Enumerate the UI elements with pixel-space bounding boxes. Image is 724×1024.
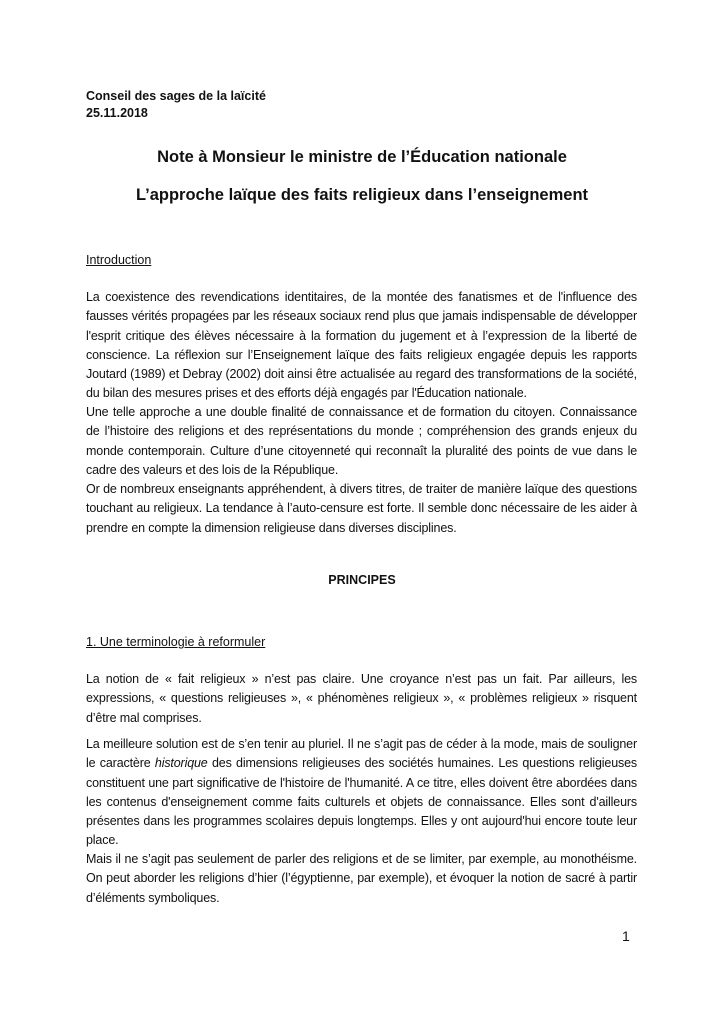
- section-heading-introduction: Introduction: [86, 253, 152, 267]
- organization-name: Conseil des sages de la laïcité: [86, 89, 266, 103]
- document-subtitle: L’approche laïque des faits religieux dans l’enseignement: [135, 186, 589, 204]
- intro-paragraph-2: Une telle approche a une double finalité de connaissance et de formation du citoyen. Connaissance de l’histoire des religions et des représentations du monde ; compréhension des grands enjeux du monde contemporain. Culture d’une citoyenneté qui reconnaît la pluralité des points de vue dans le cadre des valeurs et des lois de la République.: [86, 405, 637, 477]
- document-header: [86, 88, 637, 122]
- p2-italic-historique: historique: [154, 756, 208, 771]
- document-title: Note à Monsieur le ministre de l’Éducation nationale: [157, 148, 567, 166]
- p2-text-before: La meilleure solution est de s’en tenir au pluriel. Il ne s’agit pas de céder à la mode, mais de souligner le caractère: [86, 737, 637, 771]
- intro-paragraph-3: Or de nombreux enseignants appréhendent, à divers titres, de traiter de manière laïque des questions touchant au religieux. La tendance à l’auto-censure est forte. Il semble donc nécessaire de les aider à prendre en compte la dimension religieuse dans diverses disciplines.: [86, 482, 637, 535]
- intro-paragraph-1: La coexistence des revendications identitaires, de la montée des fanatismes et de l'influence des fausses vérités propagées par les réseaux sociaux rend plus que jamais indispensable de développer l'esprit critique des élèves nécessaire à la formation du jugement et à l’expression de la liberté de conscience. La réflexion sur l’Enseignement laïque des faits religieux engagée depuis les rapports Joutard (1989) et Debray (2002) doit ainsi être actualisée au regard des transformations de la société, du bilan des mesures prises et des efforts déjà engagés par l'Éducation nationale.: [86, 290, 637, 401]
- terminologie-paragraph-2: [86, 735, 637, 851]
- terminologie-paragraph-3: Mais il ne s’agit pas seulement de parler des religions et de se limiter, par exemple, au monothéisme. On peut aborder les religions d’hier (l’égyptienne, par exemple), et évoquer la notion de sacré à partir d’éléments symboliques.: [86, 852, 637, 905]
- section-heading-principes: PRINCIPES: [328, 573, 396, 587]
- page-number: 1: [622, 928, 630, 944]
- section-heading-terminologie: 1. Une terminologie à reformuler: [86, 635, 266, 649]
- p2-text-after: des dimensions religieuses des sociétés humaines. Les questions religieuses constituent une part significative de l'histoire de l'humanité. A ce titre, elles doivent être abordées dans les contenus d'enseignement comme faits culturels et objets de connaissance. Elles sont d'ailleurs présentes dans les programmes scolaires depuis longtemps. Elles y ont aujourd'hui encore toute leur place.: [86, 756, 637, 848]
- terminologie-paragraph-1: La notion de « fait religieux » n’est pas claire. Une croyance n’est pas un fait. Par ailleurs, les expressions, « questions religieuses », « phénomènes religieux », « problèmes religieux » risquent d’être mal comprises.: [86, 672, 637, 725]
- document-date: 25.11.2018: [86, 106, 148, 120]
